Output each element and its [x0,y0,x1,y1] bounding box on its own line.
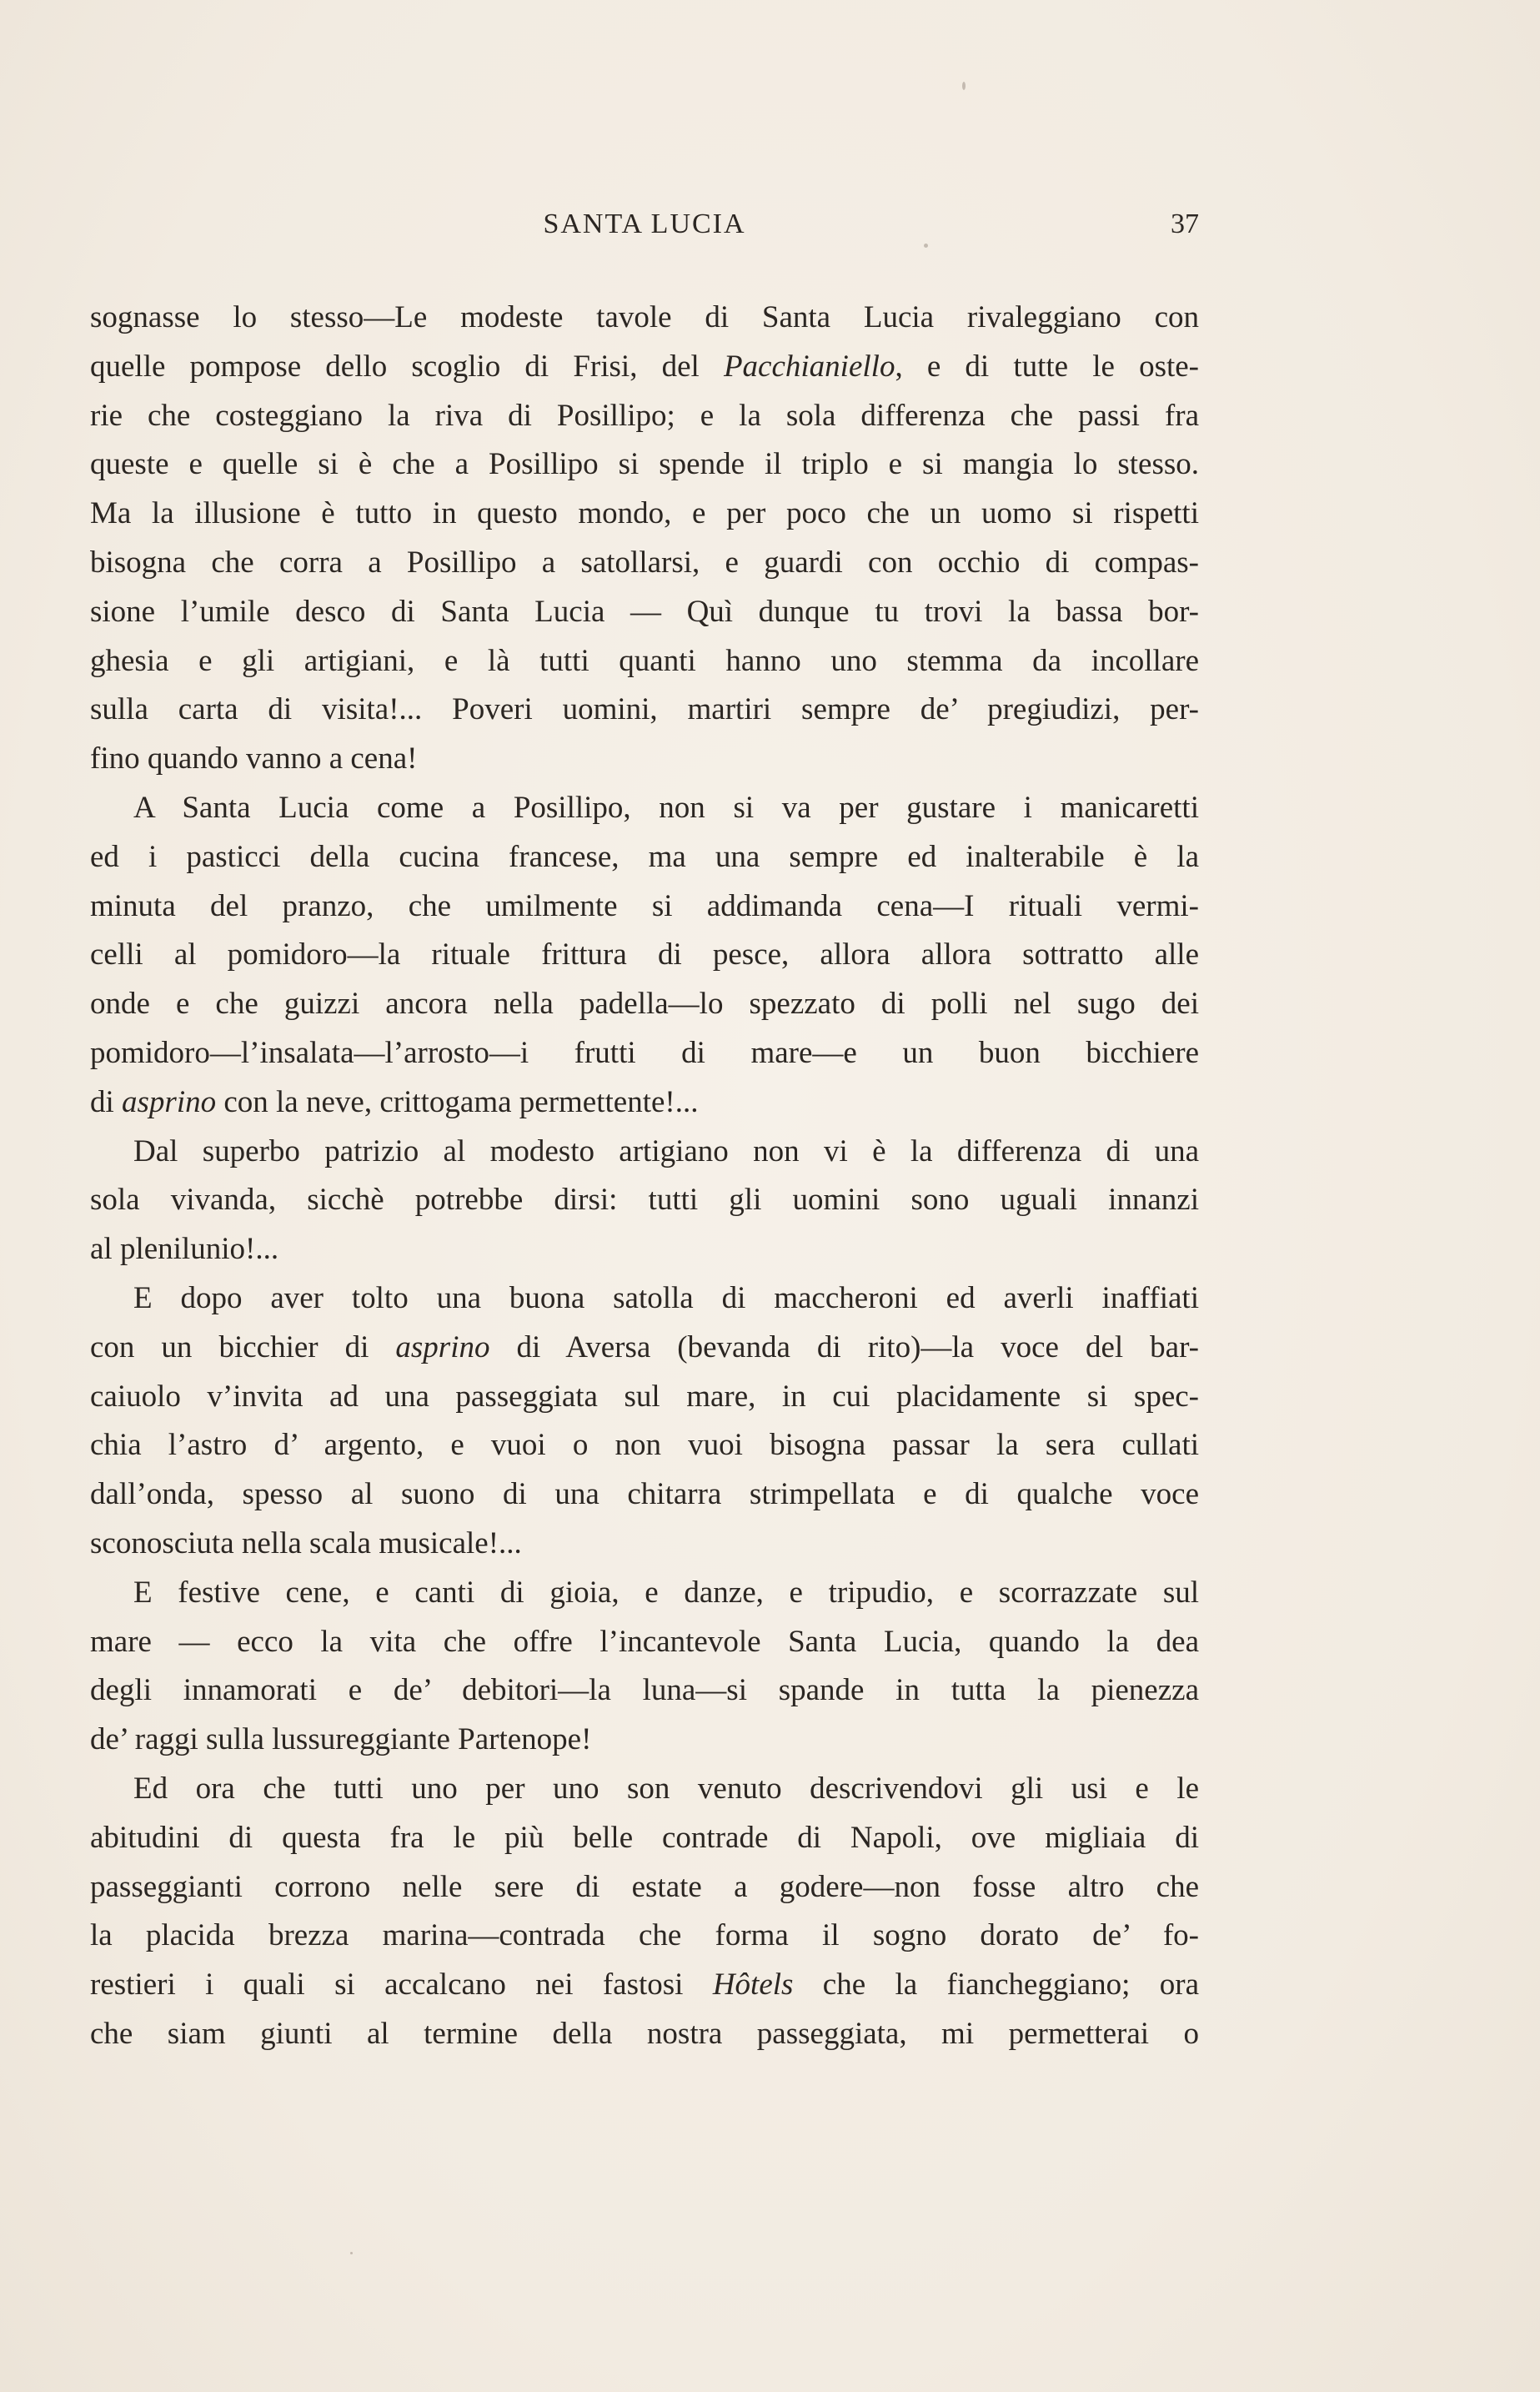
running-head [90,204,1199,245]
paragraph-start: Ed ora che tutti uno per uno son venuto descrivendovi gli usi e le [133,1771,1199,1806]
text-line: chia l’astro d’ argento, e vuoi o non vuoi bisogna passar la sera cullati [90,1428,1199,1463]
text-line: Ma la illusione è tutto in questo mondo, e per poco che un uomo si rispetti [90,496,1199,531]
text-line: con un bicchier di asprino di Aversa (bevanda di rito)—la voce del bar- [90,1329,1199,1364]
text-line: pomidoro—l’insalata—l’arrosto—i frutti di mare—e un buon bicchiere [90,1035,1199,1070]
paper-speck [350,2252,353,2254]
italic-term: asprino [395,1329,490,1364]
text-line: restieri i quali si accalcano nei fastosi Hôtels che la fiancheggiano; ora [90,1967,1199,2003]
text-line: ed i pasticci della cucina francese, ma una sempre ed inalterabile è la [90,839,1199,874]
text-line: bisogna che corra a Posillipo a satollarsi, e guardi con occhio di compas- [90,545,1199,580]
text-line: queste e quelle si è che a Posillipo si spende il triplo e si mangia lo stesso. [90,447,1199,482]
italic-term: asprino [122,1084,217,1119]
text-line: sognasse lo stesso—Le modeste tavole di Santa Lucia rivaleggiano con [90,300,1199,334]
running-head-title: SANTA LUCIA [543,209,746,239]
text-line: sione l’umile desco di Santa Lucia — Quì dunque tu trovi la bassa bor- [90,594,1199,629]
text-line: sconosciuta nella scala musicale!... [90,1525,522,1560]
text-line: abitudini di questa fra le più belle contrade di Napoli, ove migliaia di [90,1820,1199,1855]
text-line: caiuolo v’invita ad una passeggiata sul mare, in cui placidamente si spec- [90,1379,1199,1414]
text-line: sulla carta di visita!... Poveri uomini, martiri sempre de’ pregiudizi, per- [90,692,1199,727]
text-line: onde e che guizzi ancora nella padella—lo spezzato di polli nel sugo dei [90,987,1199,1022]
text-line: fino quando vanno a cena! [90,741,418,776]
paragraph-start: E festive cene, e canti di gioia, e danze, e tripudio, e scorrazzate sul [133,1575,1199,1610]
text-line: passeggianti corrono nelle sere di estate a godere—non fosse altro che [90,1869,1199,1904]
text-line: quelle pompose dello scoglio di Frisi, del Pacchianiello, e di tutte le oste- [90,349,1199,384]
page-number: 37 [1171,209,1199,239]
text-line: minuta del pranzo, che umilmente si addimanda cena—I rituali vermi- [90,888,1199,923]
text-line: di asprino con la neve, crittogama permettente!... [90,1084,699,1119]
paper-speck [962,82,966,90]
text-line: dall’onda, spesso al suono di una chitarra strimpellata e di qualche voce [90,1477,1199,1512]
text-line: la placida brezza marina—contrada che forma il sogno dorato de’ fo- [90,1918,1199,1953]
italic-term: Pacchianiello [723,349,895,384]
paragraph-start: Dal superbo patrizio al modesto artigiano non vi è la differenza di una [133,1133,1199,1168]
text-line: che siam giunti al termine della nostra passeggiata, mi permetterai o [90,2016,1199,2051]
text-line: celli al pomidoro—la rituale frittura di pesce, allora allora sottratto alle [90,937,1199,972]
paragraph-start: E dopo aver tolto una buona satolla di maccheroni ed averli inaffiati [133,1280,1199,1315]
text-line: de’ raggi sulla lussureggiante Partenope! [90,1722,592,1757]
paragraph-start: A Santa Lucia come a Posillipo, non si va per gustare i manicaretti [133,790,1199,825]
italic-term: Hôtels [712,1967,794,2003]
text-line: sola vivanda, sicchè potrebbe dirsi: tutti gli uomini sono uguali innanzi [90,1183,1199,1218]
text-line: ghesia e gli artigiani, e là tutti quanti hanno uno stemma da incollare [90,643,1199,678]
body-text [90,294,1199,2059]
text-line: al plenilunio!... [90,1232,279,1267]
text-line: mare — ecco la vita che offre l’incantevole Santa Lucia, quando la dea [90,1624,1199,1659]
text-line: rie che costeggiano la riva di Posillipo; e la sola differenza che passi fra [90,398,1199,433]
text-line: degli innamorati e de’ debitori—la luna—si spande in tutta la pienezza [90,1673,1199,1708]
